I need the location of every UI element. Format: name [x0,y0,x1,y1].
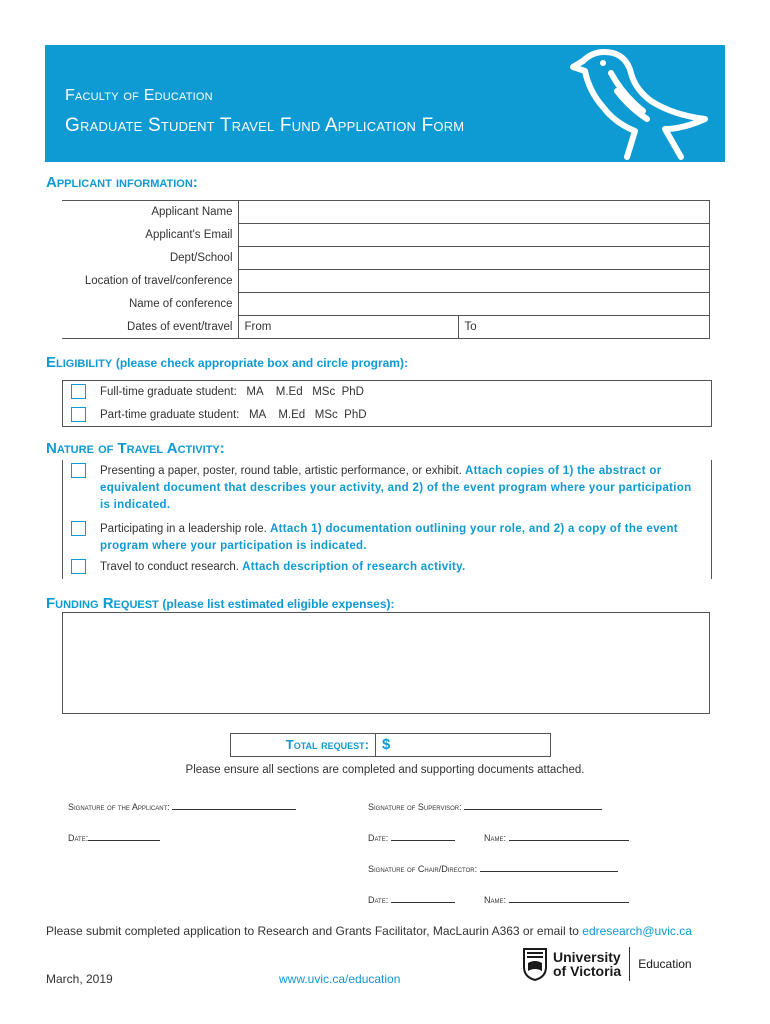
presenting-checkbox[interactable] [71,463,86,478]
form-title: Graduate Student Travel Fund Application Form [65,115,465,136]
header-banner [45,45,725,162]
chair-signature-line[interactable]: Signature of Chair/Director: [368,863,618,874]
total-request [230,733,551,757]
eligibility-heading: Eligibility (please check appropriate box and circle program): [46,354,408,371]
applicant-heading: Applicant information: [46,174,198,191]
bird-logo-icon [555,45,725,162]
logo-education: Education [638,957,692,971]
nature-research-row: Travel to conduct research. Attach description of research activity. [63,559,711,576]
field-label: Applicant Name [62,201,238,224]
date-from-field[interactable]: From [238,316,458,339]
nature-box [62,460,712,579]
supervisor-name-line[interactable]: Name: [484,832,629,843]
total-amount-field[interactable]: $ [382,736,391,753]
field-label: Name of conference [62,293,238,316]
nature-heading: Nature of Travel Activity: [46,440,225,457]
eligibility-fulltime-row: Full-time graduate student: MA M.Ed MSc PhD [63,384,711,401]
fulltime-checkbox[interactable] [71,384,86,399]
leadership-checkbox[interactable] [71,521,86,536]
applicant-table [62,200,710,339]
field-label: Dates of event/travel [62,316,238,339]
field-label: Location of travel/conference [62,270,238,293]
applicant-signature-line[interactable]: Signature of the Applicant: [68,801,296,812]
field-label: Applicant's Email [62,224,238,247]
logo-divider [629,947,630,981]
chair-date-line[interactable]: Date: [368,894,455,905]
date-to-field[interactable]: To [458,316,710,339]
total-label: Total request: [231,734,376,756]
university-name: University of Victoria [553,949,622,979]
completion-notice: Please ensure all sections are completed and supporting documents attached. [185,764,585,776]
chair-name-line[interactable]: Name: [484,894,629,905]
submit-instructions: Please submit completed application to Research and Grants Facilitator, MacLaurin A363 or email to edresearch@uvic.ca [46,924,692,938]
supervisor-signature-line[interactable]: Signature of Supervisor: [368,801,602,812]
location-field[interactable] [238,270,710,293]
email-link[interactable]: edresearch@uvic.ca [582,924,692,938]
applicant-name-field[interactable] [238,201,710,224]
applicant-date-line[interactable]: Date: [68,832,160,843]
website-link[interactable]: www.uvic.ca/education [279,972,401,986]
funding-heading: Funding Request (please list estimated eligible expenses): [46,595,395,612]
supervisor-date-line[interactable]: Date: [368,832,455,843]
nature-presenting-row: Presenting a paper, poster, round table, artistic performance, or exhibit. Attach copies of 1) the abstract or equivalent document that describes your activity, and 2) of the event program where your participation is indicated. [63,463,711,514]
applicant-email-field[interactable] [238,224,710,247]
nature-leadership-row: Participating in a leadership role. Attach 1) documentation outlining your role, and 2) a copy of the event program where your participation is indicated. [63,521,711,555]
crest-icon [522,947,548,981]
faculty-label: Faculty of Education [65,87,213,104]
dept-school-field[interactable] [238,247,710,270]
form-date: March, 2019 [46,972,113,986]
field-label: Dept/School [62,247,238,270]
eligibility-parttime-row: Part-time graduate student: MA M.Ed MSc PhD [63,407,711,424]
parttime-checkbox[interactable] [71,407,86,422]
eligibility-box [62,380,712,427]
conference-name-field[interactable] [238,293,710,316]
uvic-logo [522,946,692,982]
research-checkbox[interactable] [71,559,86,574]
funding-textarea[interactable] [62,612,710,714]
